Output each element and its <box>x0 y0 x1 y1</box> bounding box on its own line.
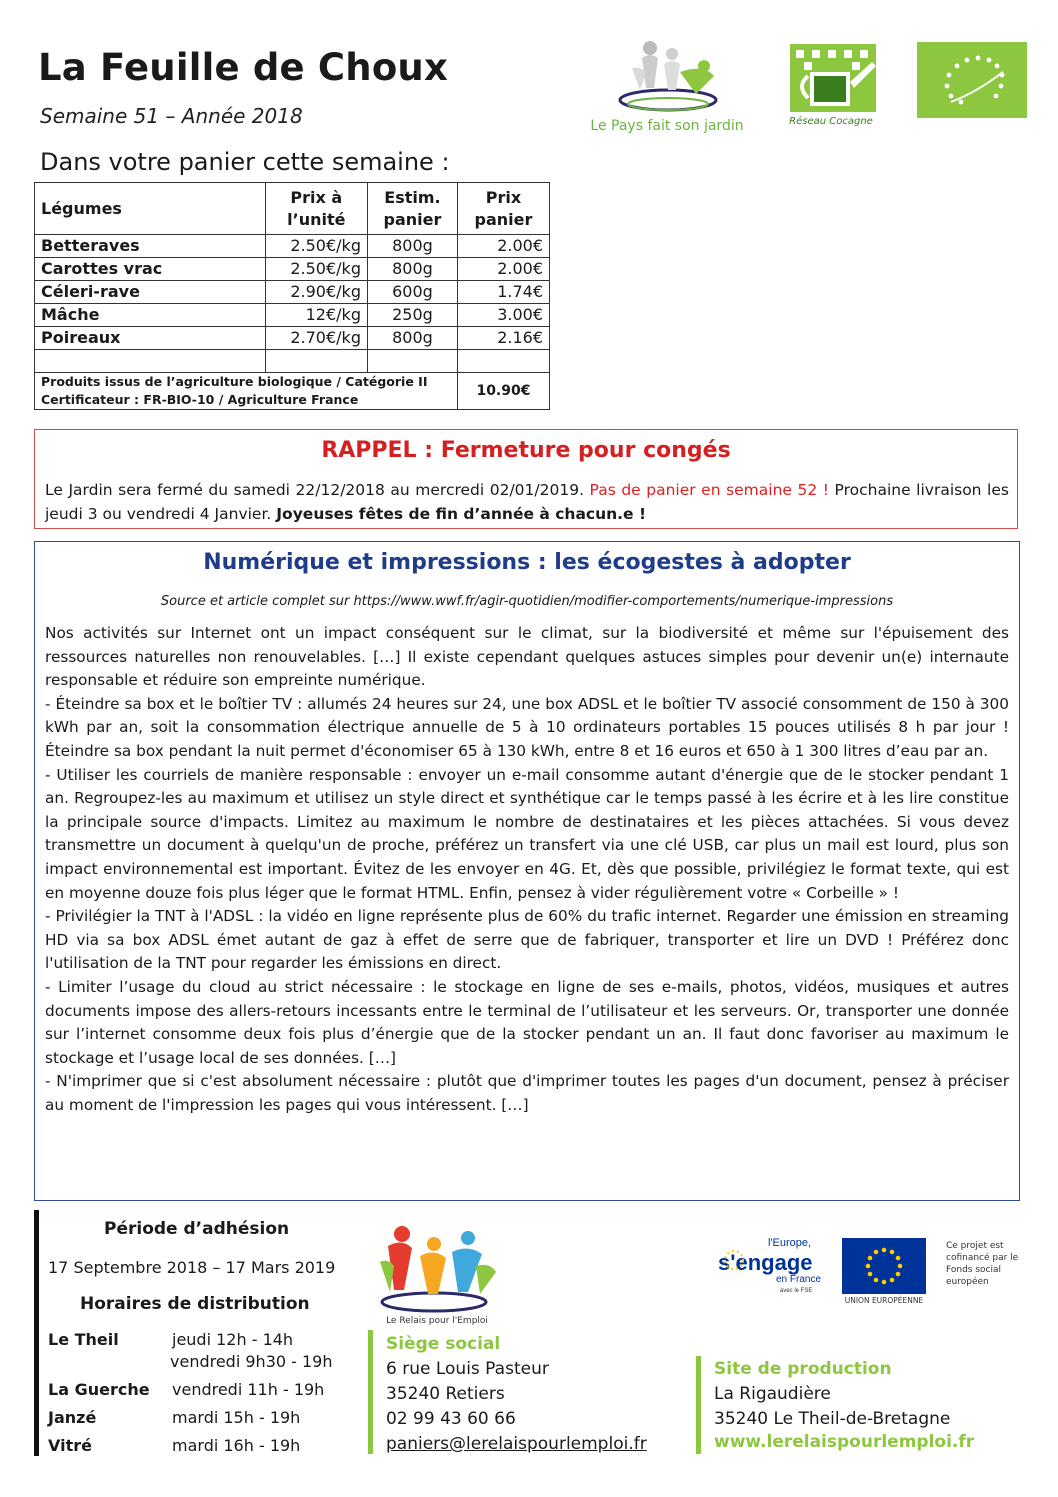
europe-engage-icon <box>716 1236 822 1296</box>
unit-price: 2.50€/kg <box>265 258 367 281</box>
schedule-time: vendredi 11h - 19h <box>172 1380 325 1399</box>
unit-price: 2.90€/kg <box>265 281 367 304</box>
relais-logo-caption: Le Relais pour l'Emploi <box>386 1316 488 1326</box>
head-office-city: 35240 Retiers <box>386 1384 505 1404</box>
production-site-name: La Rigaudière <box>714 1384 831 1404</box>
article-paragraph: - Utiliser les courriels de manière responsable : envoyer un e-mail consomme autant d'énergie que de le stocker pendant 1 an. Regroupez-les au maximum et utilisez un style direct et synthétique car le temps passé à les écrire et à les lire constitue la principale source d'impacts. Limitez au maximum le nombre de destinataires et les pièces attachées. Si vous devez transmettre un document à quelqu'un de proche, préférez un transfert via une clé USB, car plus un mail est lourd, plus son impact environnemental est important. Évitez de les envoyer en 4G. Et, dès que possible, privilégiez le format texte, qui est en moyenne douze fois plus léger que le format HTML. Enfin, pensez à vider régulièrement votre « Corbeille » ! <box>45 765 1009 902</box>
europe-engage-logo <box>716 1236 822 1296</box>
basket-table <box>34 182 550 410</box>
fse-word: avec le FSE <box>780 1288 813 1294</box>
european-union-flag-logo <box>842 1238 928 1308</box>
column-header-basket-price: Prix panier <box>457 183 549 235</box>
vegetable-name: Céleri-rave <box>35 281 266 304</box>
article-title: Numérique et impressions : les écogestes à adopter <box>203 550 851 575</box>
siege-divider <box>368 1330 373 1454</box>
fse-funding-note: Ce projet est cofinancé par le Fonds social européen <box>946 1241 1019 1287</box>
article-source: Source et article complet sur https://www.wwf.fr/agir-quotidien/modifier-comportements/numerique-impressions <box>160 594 894 609</box>
eu-flag-icon <box>842 1238 926 1294</box>
unit-price: 12€/kg <box>265 304 367 327</box>
certification-note <box>35 373 458 410</box>
people-group-icon <box>372 1222 502 1314</box>
vegetable-name: Carottes vrac <box>35 258 266 281</box>
head-office-phone: 02 99 43 60 66 <box>386 1409 516 1429</box>
reminder-text-part1: Le Jardin sera fermé du samedi 22/12/2018 au mercredi 02/01/2019. <box>45 481 590 499</box>
estimate: 800g <box>367 327 457 350</box>
certification-line-1: Produits issus de l’agriculture biologique / Catégorie II <box>41 374 428 389</box>
article-body <box>45 622 1009 1117</box>
reminder-text <box>45 478 1009 526</box>
estimate: 600g <box>367 281 457 304</box>
schedule-time: jeudi 12h - 14h <box>172 1330 294 1349</box>
footer-divider <box>34 1210 39 1456</box>
email-link[interactable]: paniers@lerelaispourlemploi.fr <box>386 1434 647 1454</box>
table-row <box>35 327 550 350</box>
schedule-location: Vitré <box>48 1436 92 1455</box>
basket-total: 10.90€ <box>457 373 549 410</box>
eu-organic-logo <box>917 42 1027 118</box>
vegetable-name: Mâche <box>35 304 266 327</box>
empty-row <box>35 350 550 373</box>
basket-price: 2.16€ <box>457 327 549 350</box>
article-paragraph: - Éteindre sa box et le boîtier TV : allumés 24 heures sur 24, une box ADSL et le boîtier TV associé consomment de 150 à 300 kWh par an, soit la consommation électrique annuelle de 5 à 10 ordinateurs portables 15 pouces utilisés 8 h par jour ! Éteindre sa box pendant la nuit permet d'économiser 65 à 130 kWh, entre 8 et 16 euros et 650 à 1 300 litres d’eau par an. <box>45 694 1009 760</box>
column-header-estimate: Estim. panier <box>367 183 457 235</box>
reseau-cocagne-logo <box>788 42 888 134</box>
membership-period-dates: 17 Septembre 2018 – 17 Mars 2019 <box>48 1258 336 1277</box>
reminder-title: RAPPEL : Fermeture pour congés <box>321 438 731 463</box>
schedule-time: mardi 16h - 19h <box>172 1436 301 1455</box>
pays-logo-caption: Le Pays fait son jardin <box>590 118 744 134</box>
article-paragraph: - N'imprimer que si c'est absolument nécessaire : plutôt que d'imprimer toutes les pages d'un document, pensez à préciser au moment de l'impression les pages qui vous intéressent. […] <box>45 1072 1009 1114</box>
europe-word: l'Europe, <box>768 1237 812 1249</box>
vegetable-name: Betteraves <box>35 235 266 258</box>
reminder-text-highlight: Pas de panier en semaine 52 ! <box>589 481 829 499</box>
eu-caption: UNION EUROPÉENNE <box>844 1296 924 1305</box>
schedule-location: Janzé <box>48 1408 97 1427</box>
cocagne-logo-caption: Réseau Cocagne <box>789 116 873 127</box>
unit-price: 2.70€/kg <box>265 327 367 350</box>
production-site-city: 35240 Le Theil-de-Bretagne <box>714 1409 951 1429</box>
article-box <box>34 541 1020 1201</box>
estimate: 800g <box>367 258 457 281</box>
basket-price: 3.00€ <box>457 304 549 327</box>
vegetable-name: Poireaux <box>35 327 266 350</box>
en-france-word: en France <box>776 1274 822 1285</box>
website-link[interactable]: www.lerelaispourlemploi.fr <box>714 1432 975 1452</box>
article-paragraph: Nos activités sur Internet ont un impact conséquent sur le climat, sur la biodiversité et même sur l'épuisement des ressources naturelles non renouvelables. […] Il existe cependant quelques astuces simples pour devenir un(e) internaute responsable et réduire son empreinte numérique. <box>45 624 1009 690</box>
head-office-address: 6 rue Louis Pasteur <box>386 1359 549 1379</box>
table-row <box>35 258 550 281</box>
reminder-text-part2: Prochaine livraison les jeudi 3 ou vendredi 4 Janvier. <box>45 481 1009 523</box>
schedule-location: La Guerche <box>48 1380 150 1399</box>
column-header-vegetables: Légumes <box>35 183 266 235</box>
table-footer-row <box>35 373 550 410</box>
pays-fait-son-jardin-logo <box>584 38 754 138</box>
estimate: 250g <box>367 304 457 327</box>
site-divider <box>696 1356 701 1454</box>
watering-can-icon <box>788 42 880 114</box>
unit-price: 2.50€/kg <box>265 235 367 258</box>
distribution-hours-title: Horaires de distribution <box>80 1294 310 1314</box>
table-row <box>35 304 550 327</box>
schedule-time: vendredi 9h30 - 19h <box>170 1352 333 1371</box>
basket-price: 2.00€ <box>457 258 549 281</box>
certification-line-2: Certificateur : FR-BIO-10 / Agriculture France <box>41 392 359 407</box>
newsletter-title: La Feuille de Choux <box>38 46 449 89</box>
relais-pour-emploi-logo <box>372 1222 512 1334</box>
table-row <box>35 235 550 258</box>
issue-date: Semaine 51 – Année 2018 <box>40 104 303 128</box>
article-paragraph: - Limiter l’usage du cloud au strict nécessaire : le stockage en ligne de ses e-mails, photos, vidéos, musiques et autres documents impose des allers-retours incessants entre le terminal de l’utilisateur et les serveurs. Or, transporter une donnée sur l’internet consomme deux fois plus d’énergie que de la stocker pendant un an. Il faut donc favoriser au maximum le stockage et l’usage local de ses données. […] <box>45 977 1009 1067</box>
estimate: 800g <box>367 235 457 258</box>
column-header-unit-price: Prix à l’unité <box>265 183 367 235</box>
membership-period-title: Période d’adhésion <box>104 1219 290 1239</box>
gardeners-figures-icon <box>584 38 754 118</box>
basket-price: 2.00€ <box>457 235 549 258</box>
schedule-time: mardi 15h - 19h <box>172 1408 301 1427</box>
table-row <box>35 281 550 304</box>
engage-word: s'engage <box>718 1250 813 1275</box>
basket-heading: Dans votre panier cette semaine : <box>40 148 450 176</box>
head-office-title: Siège social <box>386 1334 501 1354</box>
schedule-location: Le Theil <box>48 1330 119 1349</box>
article-paragraph: - Privilégier la TNT à l'ADSL : la vidéo en ligne représente plus de 60% du trafic internet. Regarder une émission en streaming HD via sa box ADSL émet autant de gaz à effet de serre que de fabriquer, transporter et lire un DVD ! Préférez donc l'utilisation de la TNT pour regarder les émissions en direct. <box>45 907 1009 973</box>
basket-price: 1.74€ <box>457 281 549 304</box>
production-site-title: Site de production <box>714 1359 892 1379</box>
reminder-text-greeting: Joyeuses fêtes de fin d’année à chacun.e ! <box>276 505 647 523</box>
closure-reminder-box <box>34 429 1018 529</box>
eu-organic-leaf-icon <box>917 42 1027 118</box>
